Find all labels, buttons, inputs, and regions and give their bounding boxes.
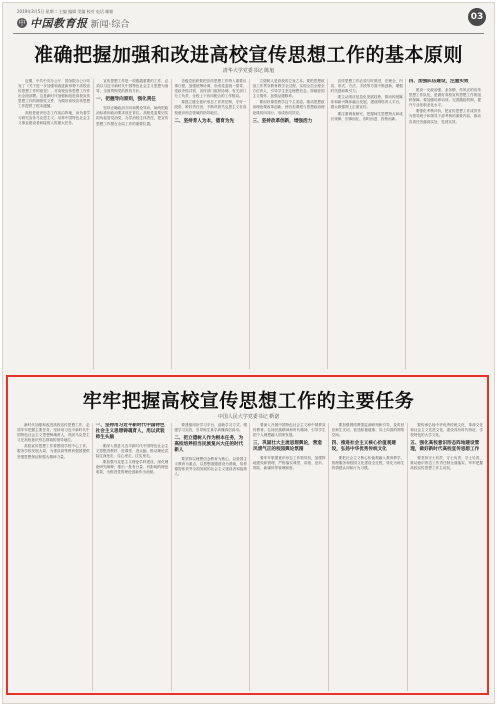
- article-paragraph: 要建强用好学习平台，创新学习方式，增强学习实效，引导师生真学真懂真信真用。: [174, 423, 247, 433]
- article-paragraph: 要牢牢掌握意识形态工作领导权，加强阵地建设和管理，严格落实课堂、讲座、论坛、网站、新媒体等管理制度。: [252, 456, 326, 471]
- article-paragraph: 要加强网络舆情监测研判和引导，及时回应师生关切，营造积极健康、向上向善的网络空间。: [331, 423, 405, 438]
- section-name: 新闻·综合: [90, 19, 130, 30]
- section-heading: 二、把立德树人作为根本任务，为高校培养担当民族复兴大任的时代新人: [174, 436, 244, 454]
- article-paragraph: 要坚持守土有责、守土负责、守土尽责，推动意识形态工作责任制全面落实，牢牢把握高校宣传思想工作主动权。: [410, 456, 483, 471]
- article-paragraph: 宣传思想工作必须与时俱进，在理念、内容、形式、方法、手段等方面不断创新，增强时代感和吸引力。: [330, 79, 403, 94]
- article-paragraph: 高校是意识形态工作前沿阵地，肩负着学习研究宣传马克思主义、培养中国特色社会主义事业建设者和接班人的重大任务。: [18, 110, 91, 125]
- section-heading: 三、坚持改革创新，增强活力: [252, 118, 313, 124]
- article-paragraph: 要深入推进习近平新时代中国特色社会主义思想进教材、进课堂、进头脑，推动理论武装往深里走、往心里走、往实里走。: [95, 444, 169, 459]
- masthead-brand: [17, 16, 129, 30]
- section-heading: 一、坚持用习近平新时代中国特色社会主义思想铸魂育人，用以武装师生头脑: [95, 423, 165, 440]
- article-paragraph: 要坚持以理想信念教育为核心，以爱国主义教育为重点，以思想道德建设为基础，培养德智体美劳全面发展的社会主义建设者和接班人。: [174, 457, 247, 477]
- article-paragraph: 要把社会主义核心价值观融入教育教学、管理服务和校园文化建设全过程，转化为师生的情感认同和行为习惯。: [331, 456, 405, 471]
- section-heading: 四、推进社会主义核心价值观建设，弘扬中华优秀传统文化: [331, 441, 396, 453]
- section-heading: 三、巩固壮大主流思想舆论，营造风清气正的校园舆论氛围: [252, 441, 322, 453]
- article-paragraph: 各级党组织要把宣传思想工作纳入重要议事日程，加强统筹协调，形成党委统一领导、党政齐抓共管、宣传部门组织协调、有关部门分工负责、全校上下协同配合的工作格局。: [174, 79, 247, 99]
- article-paragraph: 要建立健全意识形态工作责任制，守好一段渠、种好责任田，不断巩固马克思主义在高校意识形态领域的指导地位。: [174, 100, 247, 115]
- article-paragraph: 要加强马克思主义理论学科建设，深化理论研究阐释，推出一批有分量、有影响的理论成果，为推进党的理论创新作出贡献。: [95, 460, 169, 475]
- newspaper-name: 中国教育报: [30, 17, 88, 30]
- article-paragraph: 要强化考核评价，把宣传思想工作成效作为领导班子和领导干部考核的重要内容，推动各项任务落到实处、见到实效。: [408, 109, 481, 124]
- article-paragraph: 要传承弘扬中华优秀传统文化、革命文化和社会主义先进文化，建设具有时代特征、学校特色的大学文化。: [410, 423, 483, 438]
- article-paragraph: 要深入开展中国特色社会主义和中国梦宣传教育，弘扬民族精神和时代精神，引导学生把个人理想融入国家发展。: [252, 423, 326, 438]
- article-paragraph: 高校宣传思想工作要围绕学校中心工作，服务学校发展大局，为建设高等教育强国提供坚强思想保证和强大精神力量。: [17, 444, 90, 459]
- article-paragraph: 立德树人是高校的立身之本。要把思想政治工作贯穿教育教学全过程，实现全员全程全方位育人，引导学生坚定理想信念、厚植爱国主义情怀、加强品德修养。: [252, 79, 325, 99]
- article-paragraph: 要注重调查研究，把握师生思想特点和成长规律，因事而化、因时而进、因势而新。: [330, 111, 403, 121]
- article1-body: [18, 79, 481, 369]
- article-paragraph: 宣传思想工作是一项极端重要的工作，必须以习近平新时代中国特色社会主义思想为指导，全面贯彻党的教育方针。: [96, 79, 169, 94]
- article-paragraph: 要主动适应信息化发展趋势，推动传统媒体和新兴媒体融合发展，建设网络育人平台，做大做强网上正面宣传。: [330, 95, 403, 110]
- article-paragraph: 坚持正确政治方向和舆论导向，始终把政治标准和政治要求放在首位。高校党委要切实担负起管党治党、办学治校主体责任，把宣传思想工作摆在全局工作的重要位置。: [96, 106, 169, 126]
- article1-headline: 准确把握加强和改进高校宣传思想工作的基本原则: [33, 44, 463, 66]
- article1-byline: 清华大学党委书记 陈旭: [222, 68, 275, 74]
- red-highlight-frame: [6, 375, 489, 695]
- article2-byline: 中国人民大学党委书记 靳诺: [217, 414, 280, 420]
- section-heading: 一、把握导向原则，强化责任: [96, 97, 156, 103]
- article-paragraph: 近期，中共中央办公厅、国务院办公厅印发了《关于进一步加强和改进新形势下高校宣传思想工作的意见》，对高校宣传思想工作作出全面部署。这是新时代加强和改进高校宣传思想工作的纲领性文件，为做好高校宣传思想工作提供了根本遵循。: [18, 79, 91, 109]
- section-heading: 四、加强队伍建设，注重实效: [408, 79, 469, 84]
- section-heading: 二、坚持育人为本，德育为先: [174, 118, 235, 124]
- page-number-badge: 03: [468, 8, 486, 26]
- newspaper-logo-icon: 中: [18, 19, 26, 27]
- masthead-divider: [13, 33, 484, 34]
- article2-headline: 牢牢把握高校宣传思想工作的主要任务: [82, 390, 415, 412]
- section-heading: 五、强化高校意识形态阵地建设管理，做好新时代高校宣传思想工作: [410, 441, 480, 453]
- masthead-meta: 2019年3月5日 星期二 主编 编辑 美编 校对 电话 邮箱: [17, 9, 114, 14]
- article-paragraph: 要用好课堂教学这个主渠道，推动思想政治理论课改革创新，使各类课程与思想政治理论课同向同行，形成协同效应。: [252, 100, 325, 115]
- article-paragraph: 新时代加强和改进高校宣传思想工作，必须牢牢把握主要任务，坚持用习近平新时代中国特色社会主义思想铸魂育人，巩固马克思主义在高校意识形态领域的指导地位。: [17, 423, 90, 443]
- article-paragraph: 建设一支政治强、业务精、作风正的宣传思想工作队伍，是做好高校宣传思想工作的组织保障。要加强培养培训，完善激励机制，提升专业化职业化水平。: [408, 88, 481, 108]
